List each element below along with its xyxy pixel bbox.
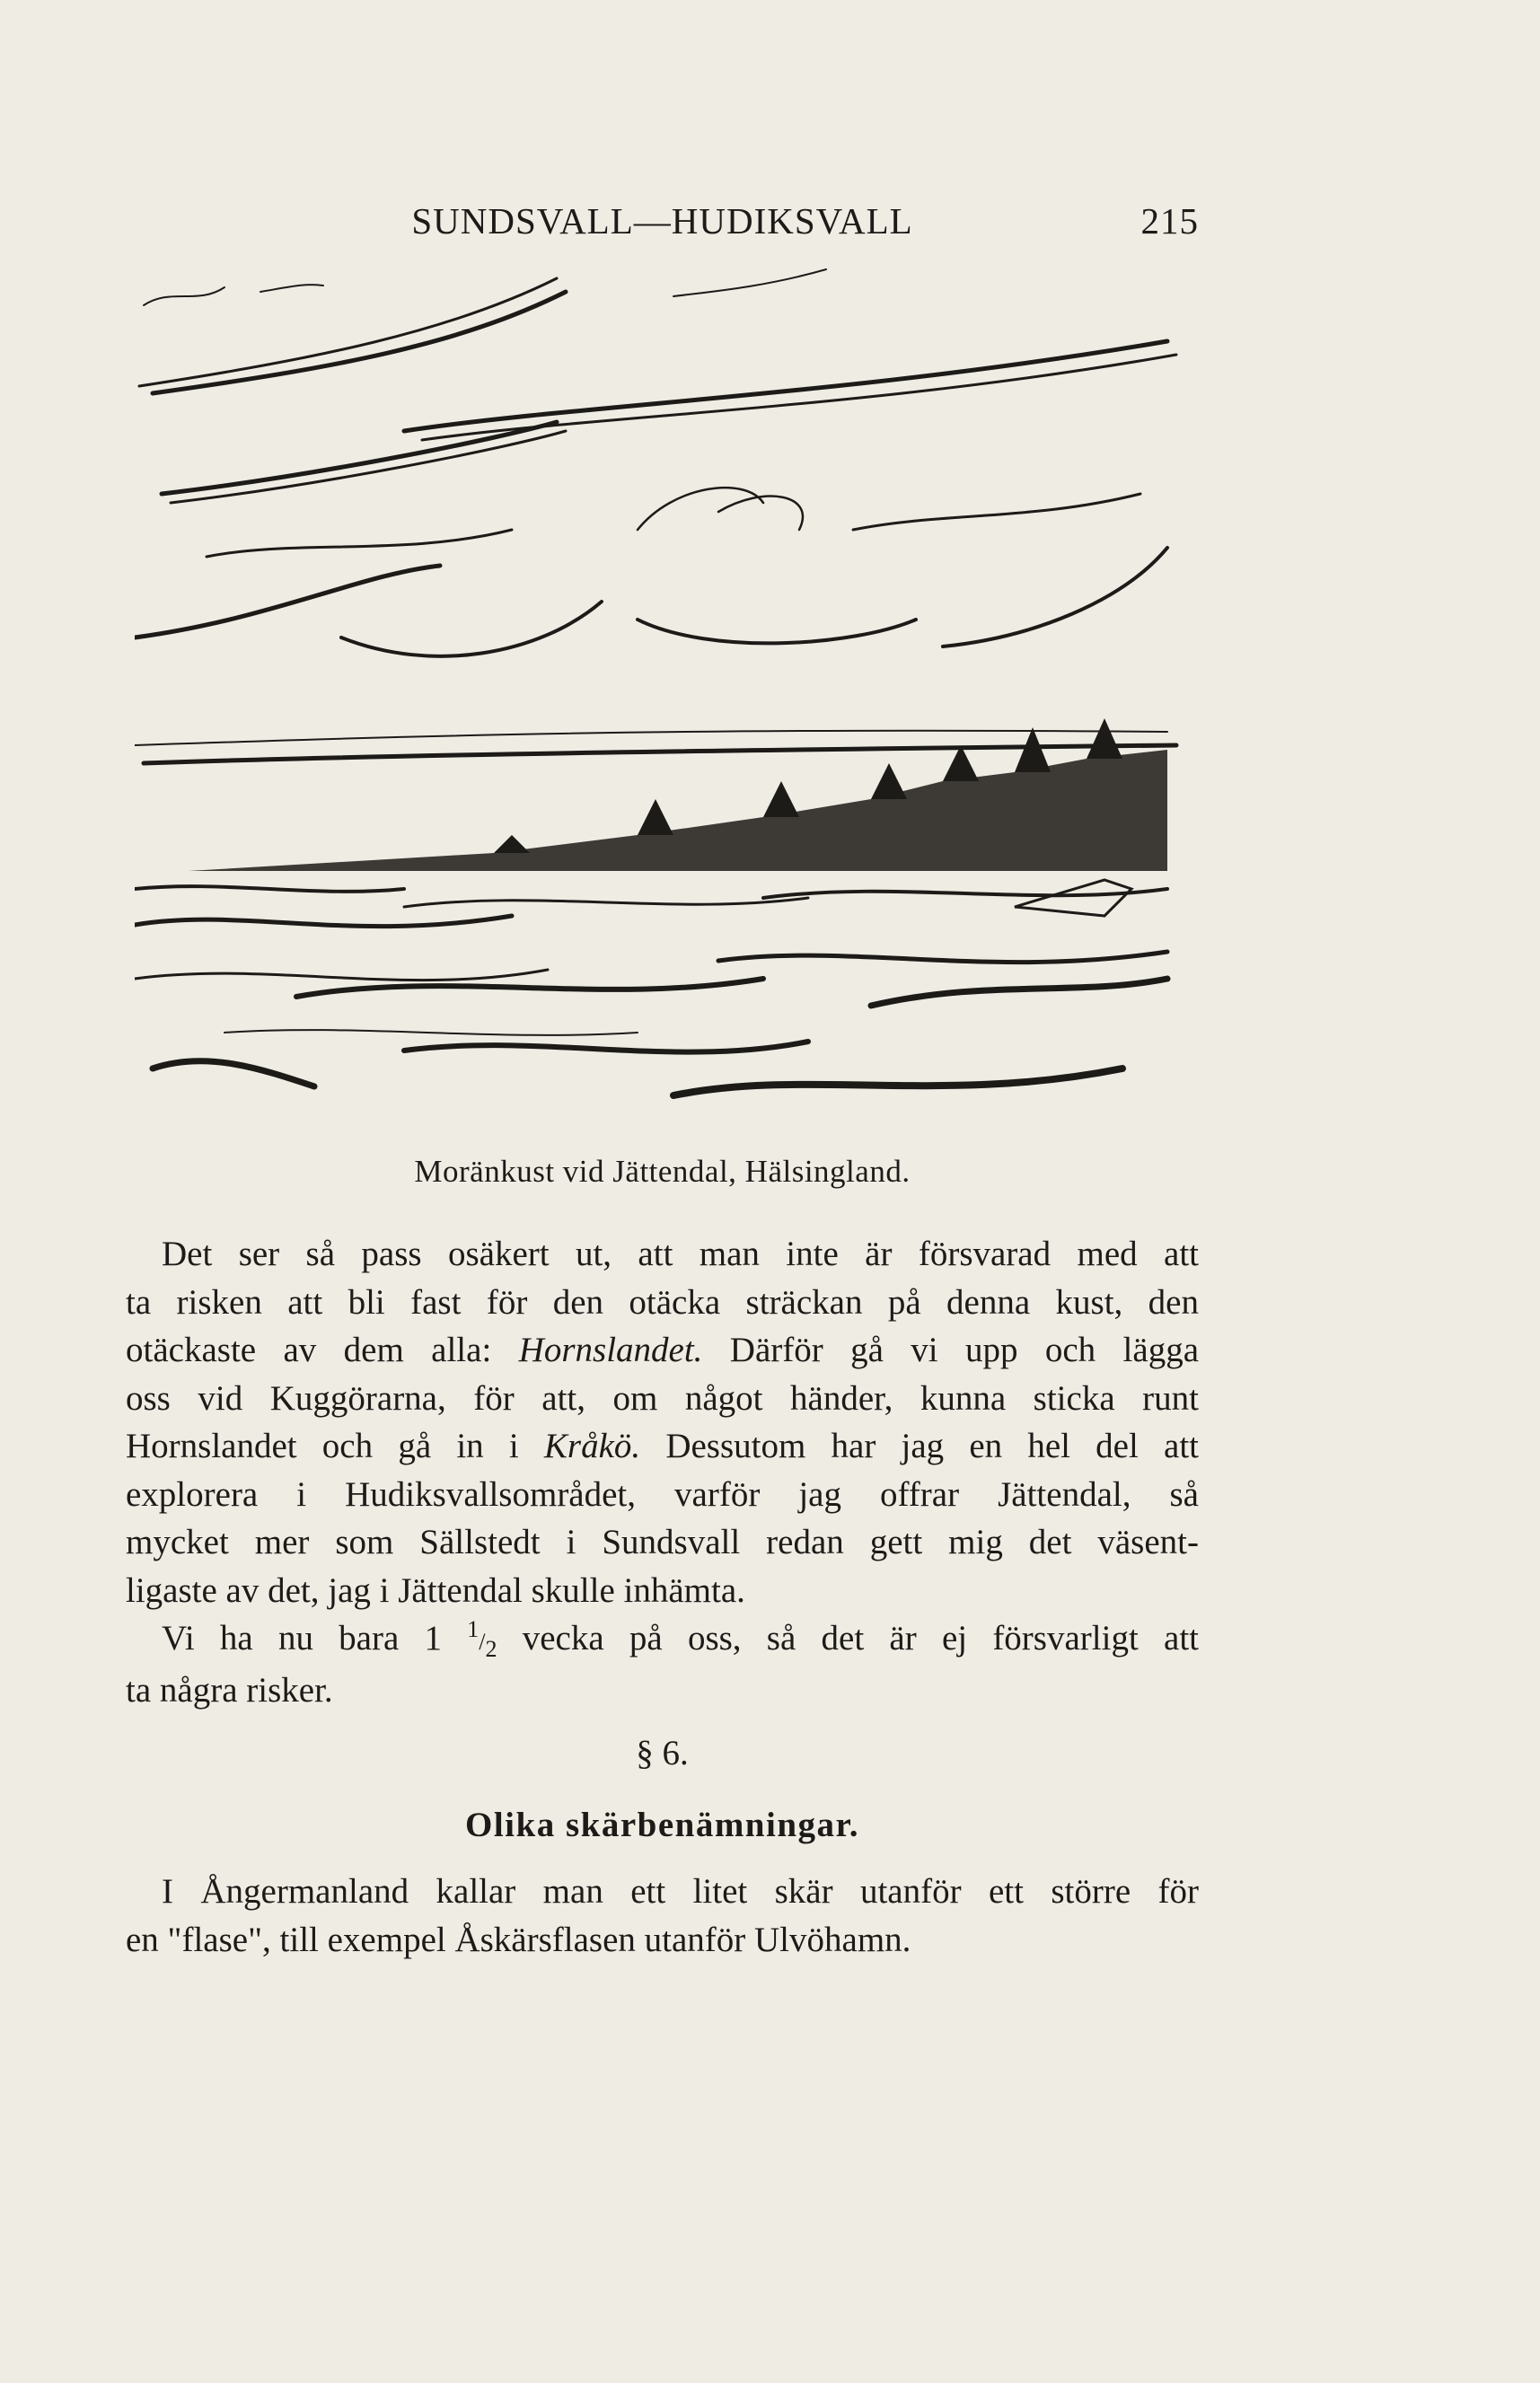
figure-caption: Moränkust vid Jättendal, Hälsingland. — [414, 1154, 911, 1189]
text-line: explorera i Hudiksvallsområdet, varför jag offrar Jättendal, så — [126, 1474, 1199, 1514]
page-number: 215 — [1140, 200, 1199, 242]
text-line: Vi ha nu bara 1 1/2 vecka på oss, så det är ej försvarligt att — [162, 1616, 1199, 1662]
text-line: en "flase", till exempel Åskärsflasen utanför Ulvöhamn. — [126, 1920, 911, 1959]
text-line: Det ser så pass osäkert ut, att man inte är försvarad med att — [162, 1235, 1199, 1273]
text-line: ta några risker. — [126, 1670, 333, 1710]
text-line: otäckaste av dem alla: Hornslandet. Därför gå vi upp och lägga — [126, 1331, 1200, 1369]
text-line: mycket mer som Sällstedt i Sundsvall redan gett mig det väsent- — [126, 1523, 1199, 1561]
paragraph-3 — [126, 1868, 1199, 1964]
running-head — [126, 199, 1199, 253]
section-number: § 6. — [636, 1734, 689, 1772]
place-name: Hornslandet. — [518, 1331, 703, 1369]
paragraph-1 — [126, 1230, 1199, 1714]
ink-drawing — [135, 260, 1203, 1149]
landscape-illustration — [135, 260, 1203, 1149]
running-title: SUNDSVALL—HUDIKSVALL — [411, 200, 913, 242]
section-heading: Olika skärbenämningar. — [465, 1806, 859, 1844]
text-line: ligaste av det, jag i Jättendal skulle inhämta. — [126, 1570, 745, 1610]
place-name: Kråkö. — [543, 1427, 641, 1465]
text-line: I Ångermanland kallar man ett litet skär utanför ett större för — [162, 1872, 1199, 1911]
fraction: 1/2 — [467, 1616, 497, 1662]
text-line: Hornslandet och gå in i Kråkö. Dessutom har jag en hel del att — [126, 1427, 1199, 1465]
text-line: oss vid Kuggörarna, för att, om något händer, kunna sticka runt — [126, 1378, 1199, 1418]
text-line: ta risken att bli fast för den otäcka sträckan på denna kust, den — [126, 1282, 1199, 1322]
